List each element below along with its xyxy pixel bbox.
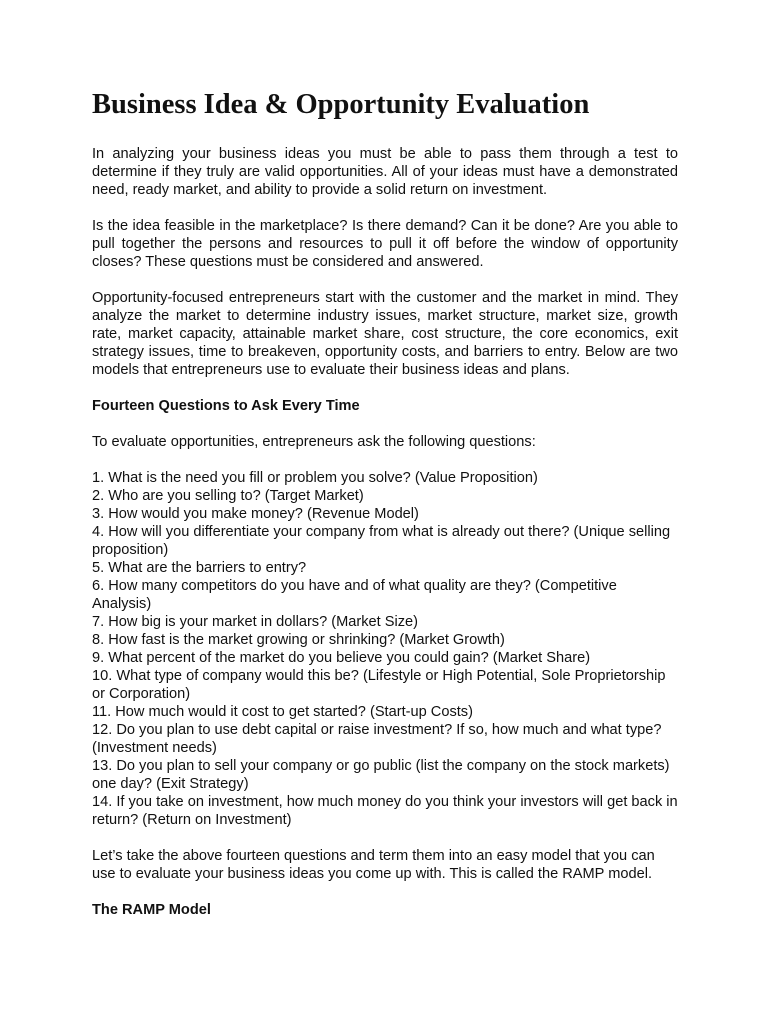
questions-list (92, 469, 678, 829)
list-item: 13. Do you plan to sell your company or go public (list the company on the stock markets) one day? (Exit Strategy) (92, 758, 670, 792)
questions-intro: To evaluate opportunities, entrepreneurs ask the following questions: (92, 434, 536, 450)
list-item: 2. Who are you selling to? (Target Market) (92, 488, 364, 504)
section-heading-fourteen-questions: Fourteen Questions to Ask Every Time (92, 398, 360, 414)
list-item: 6. How many competitors do you have and of what quality are they? (Competitive Analysis) (92, 578, 617, 612)
list-item: 4. How will you differentiate your company from what is already out there? (Unique selling proposition) (92, 524, 671, 558)
list-item: 11. How much would it cost to get started? (Start-up Costs) (92, 704, 473, 720)
document-page (92, 88, 678, 937)
intro-paragraph: In analyzing your business ideas you must be able to pass them through a test to determine if they truly are valid opportunities. All of your ideas must have a demonstrated need, ready market, and ability to provide a solid return on investment. (92, 146, 678, 198)
section-heading-ramp-model: The RAMP Model (92, 902, 211, 918)
list-item: 3. How would you make money? (Revenue Model) (92, 506, 419, 522)
list-item: 5. What are the barriers to entry? (92, 560, 307, 576)
document-title: Business Idea & Opportunity Evaluation (92, 89, 590, 120)
list-item: 7. How big is your market in dollars? (Market Size) (92, 614, 419, 630)
entrepreneurs-paragraph: Opportunity-focused entrepreneurs start with the customer and the market in mind. They analyze the market to determine industry issues, market structure, market size, growth rate, market capacity, attainable market share, cost structure, the core economics, exit strategy issues, time to breakeven, opportunity costs, and barriers to entry. Below are two models that entrepreneurs use to evaluate their business ideas and plans. (92, 290, 678, 378)
list-item: 10. What type of company would this be? (Lifestyle or High Potential, Sole Proprietorship or Corporation) (92, 668, 666, 702)
list-item: 9. What percent of the market do you believe you could gain? (Market Share) (92, 650, 591, 666)
list-item: 14. If you take on investment, how much money do you think your investors will get back in return? (Return on Investment) (92, 794, 678, 828)
list-item: 1. What is the need you fill or problem you solve? (Value Proposition) (92, 470, 538, 486)
list-item: 8. How fast is the market growing or shrinking? (Market Growth) (92, 632, 505, 648)
list-item: 12. Do you plan to use debt capital or raise investment? If so, how much and what type? (Investment needs) (92, 722, 662, 756)
feasibility-paragraph: Is the idea feasible in the marketplace? Is there demand? Can it be done? Are you able to pull together the persons and resources to pull it off before the window of opportunity closes? These questions must be considered and answered. (92, 218, 678, 270)
closing-paragraph: Let’s take the above fourteen questions and term them into an easy model that you can use to evaluate your business ideas you come up with. This is called the RAMP model. (92, 848, 655, 882)
